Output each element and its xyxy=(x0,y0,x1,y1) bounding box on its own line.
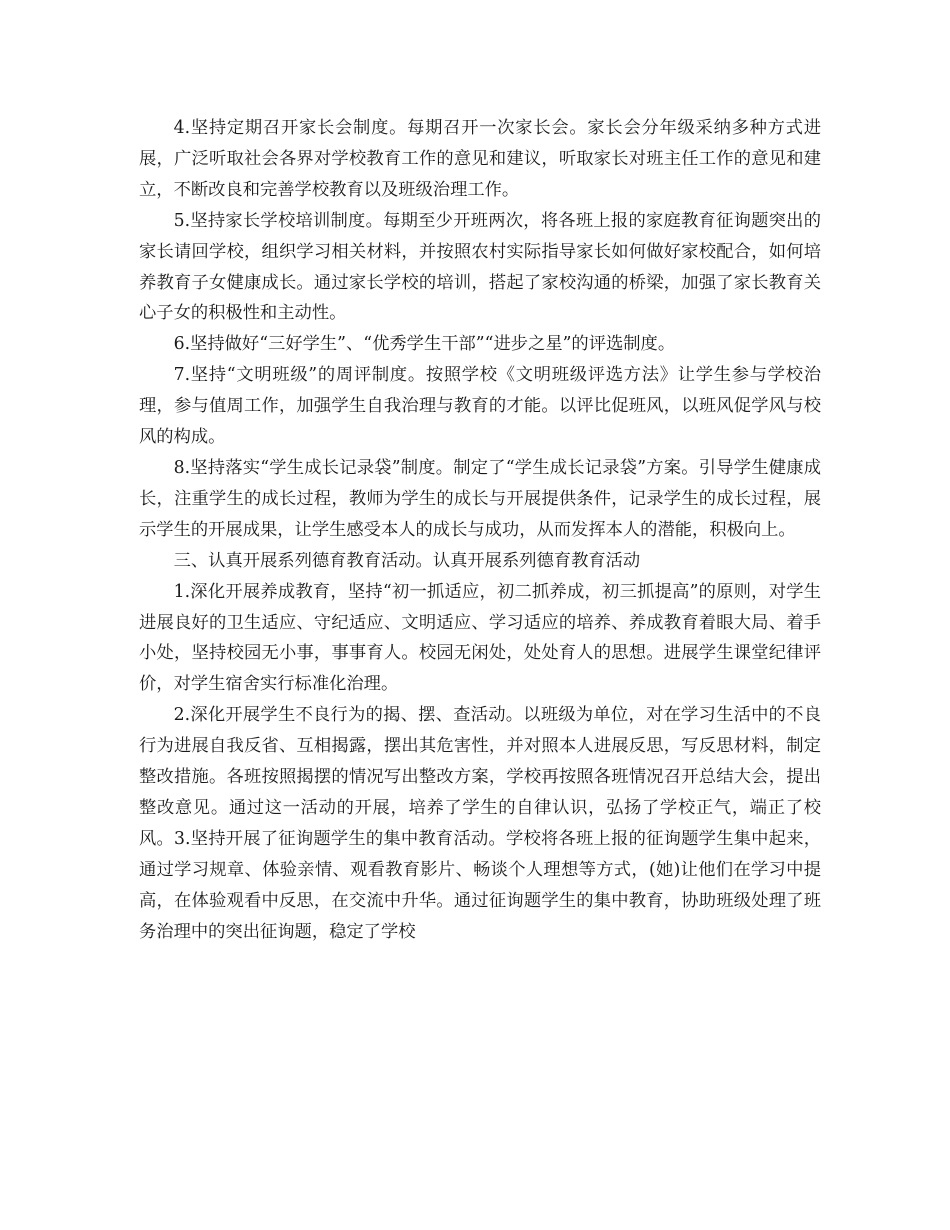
paragraph-habit-education: 1.深化开展养成教育，坚持“初一抓适应，初二抓养成，初三抓提高”的原则，对学生进展良好的卫生适应、守纪适应、文明适应、学习适应的培养、养成教育着眼大局、着手小处，坚持校园无小事，事事育人。校园无闲处，处处育人的思想。进展学生课堂纪律评价，对学生宿舍实行标准化治理。 xyxy=(139,581,821,695)
paragraph-growth-record: 8.坚持落实“学生成长记录袋”制度。制定了“学生成长记录袋”方案。引导学生健康成长，注重学生的成长过程，教师为学生的成长与开展提供条件，记录学生的成长过程，展示学生的开展成果，让学生感受本人的成长与成功，从而发挥本人的潜能，积极向上。 xyxy=(139,457,821,540)
paragraph-parent-meeting: 4.坚持定期召开家长会制度。每期召开一次家长会。家长会分年级采纳多种方式进展，广泛听取社会各界对学校教育工作的意见和建议，听取家长对班主任工作的意见和建立，不断改良和完善学校教育以及班级治理工作。 xyxy=(139,118,821,200)
paragraph-parent-school-training: 5.坚持家长学校培训制度。每期至少开班两次，将各班上报的家庭教育征询题突出的家长请回学校，组织学习相关材料，并按照农村实际指导家长如何做好家校配合，如何培养教育子女健康成长。通过家长学校的培训，搭起了家校沟通的桥梁，加强了家长教育关心子女的积极性和主动性。 xyxy=(139,210,821,324)
paragraph-civilized-class: 7.坚持“文明班级”的周评制度。按照学校《文明班级评选方法》让学生参与学校治理，参与值周工作，加强学生自我治理与教育的才能。以评比促班风，以班风促学风与校风的构成。 xyxy=(139,365,821,448)
paragraph-bad-behavior-activity: 2.深化开展学生不良行为的揭、摆、查活动。以班级为单位，对在学习生活中的不良行为进展自我反省、互相揭露，摆出其危害性，并对照本人进展反思，写反思材料，制定整改措施。各班按照揭摆的情况写出整改方案，学校再按照各班情况召开总结大会，提出整改意见。通过这一活动的开展，培养了学生的自律认识，弘扬了学校正气，端正了校风。3.坚持开展了征询题学生的集中教育活动。学校将各班上报的征询题学生集中起来，通过学习规章、体验亲情、观看教育影片、畅谈个人理想等方式，(她)让他们在学习中提高，在体验观看中反思，在交流中升华。通过征询题学生的集中教育，协助班级处理了班务治理中的突出征询题，稳定了学校 xyxy=(139,705,821,942)
section-heading-moral-education: 三、认真开展系列德育教育活动。认真开展系列德育教育活动 xyxy=(173,550,641,571)
document-body xyxy=(139,113,821,947)
paragraph-student-awards: 6.坚持做好“三好学生”、“优秀学生干部”“进步之星”的评选制度。 xyxy=(173,334,676,355)
